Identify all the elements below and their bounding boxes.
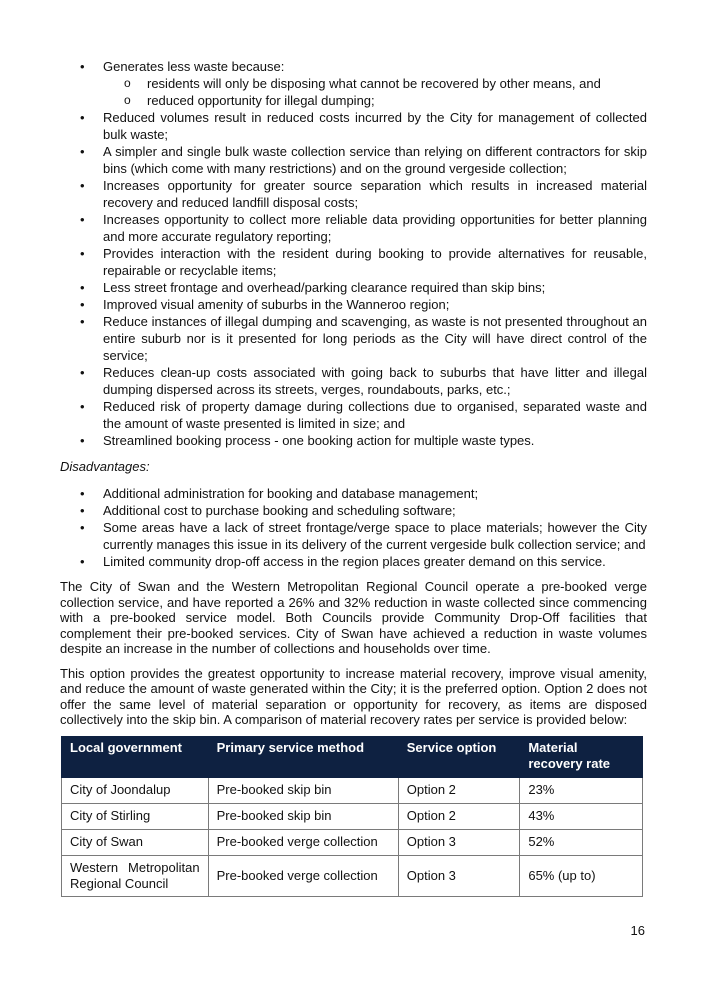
table-cell: 43% [520,803,643,829]
table-cell: Option 3 [398,829,520,855]
column-header: Service option [398,736,520,777]
table-cell: 65% (up to) [520,855,643,896]
list-item: • Limited community drop-off access in the region places greater demand on this service. [60,553,647,570]
table-row [62,803,643,829]
paragraph: The City of Swan and the Western Metropolitan Regional Council operate a pre-booked verge collection service, and have reported a 26% and 32% reduction in waste collected since commencing with a pre-booked service model. Both Councils provide Community Drop-Off facilities that complement their pre-booked services. City of Swan have achieved a reduction in waste volumes despite an increase in the number of collections and households over time. [60,579,647,656]
disadvantages-list [60,485,647,570]
list-item: • Reduced risk of property damage during collections due to organised, separated waste and the amount of waste presented is limited in size; and [60,398,647,432]
table-cell: Option 3 [398,855,520,896]
sub-list-item: o reduced opportunity for illegal dumping; [60,92,647,109]
list-item: • Additional cost to purchase booking and scheduling software; [60,502,647,519]
sub-list-item: o residents will only be disposing what cannot be recovered by other means, and [60,75,647,92]
list-item: • Provides interaction with the resident during booking to provide alternatives for reusable, repairable or recyclable items; [60,245,647,279]
list-item: • Increases opportunity to collect more reliable data providing opportunities for better planning and more accurate regulatory reporting; [60,211,647,245]
sub-list [103,75,647,109]
table-cell: Pre-booked verge collection [208,855,398,896]
recovery-rates-table [61,736,643,897]
list-item-text: Generates less waste because: [103,59,285,74]
table-cell: Pre-booked skip bin [208,803,398,829]
table-cell: City of Stirling [62,803,209,829]
table-cell: Western Metropolitan Regional Council [62,855,209,896]
document-page [60,58,647,897]
table-header-row [62,736,643,777]
list-item: • Reduce instances of illegal dumping and scavenging, as waste is not presented throughout an entire suburb nor is it presented for long periods as the City will have direct control of the service; [60,313,647,364]
table-row [62,829,643,855]
list-item: • Increases opportunity for greater source separation which results in increased material recovery and reduced landfill disposal costs; [60,177,647,211]
paragraph: This option provides the greatest opportunity to increase material recovery, improve visual amenity, and reduce the amount of waste generated within the City; it is the preferred option. Option 2 does not offer the same level of material separation or opportunity for recovery, as items are disposed collectively into the skip bin. A comparison of material recovery rates per service is provided below: [60,665,647,727]
table-cell: City of Swan [62,829,209,855]
list-item [60,58,647,109]
list-item: • Additional administration for booking and database management; [60,485,647,502]
list-item: • Some areas have a lack of street frontage/verge space to place materials; however the City currently manages this issue in its delivery of the current vergeside bulk collection service; and [60,519,647,553]
table-cell: Pre-booked verge collection [208,829,398,855]
column-header: Primary service method [208,736,398,777]
table-cell: Option 2 [398,803,520,829]
table-cell: 23% [520,777,643,803]
table-cell: 52% [520,829,643,855]
list-item: • Reduces clean-up costs associated with going back to suburbs that have litter and illegal dumping dispersed across its streets, verges, roundabouts, parks, etc.; [60,364,647,398]
table-row [62,777,643,803]
table-cell: Pre-booked skip bin [208,777,398,803]
table-cell: Option 2 [398,777,520,803]
list-item: • Streamlined booking process - one booking action for multiple waste types. [60,432,647,449]
table-row [62,855,643,896]
list-item: • Reduced volumes result in reduced costs incurred by the City for management of collected bulk waste; [60,109,647,143]
disadvantages-heading: Disadvantages: [60,459,150,474]
advantages-list [60,58,647,449]
list-item: • Less street frontage and overhead/parking clearance required than skip bins; [60,279,647,296]
table-cell: City of Joondalup [62,777,209,803]
column-header: Local government [62,736,209,777]
column-header: Material recovery rate [520,736,643,777]
page-number: 16 [630,923,645,938]
list-item: • A simpler and single bulk waste collection service than relying on different contractors for skip bins (which come with many restrictions) and on the ground vergeside collection; [60,143,647,177]
list-item: • Improved visual amenity of suburbs in the Wanneroo region; [60,296,647,313]
